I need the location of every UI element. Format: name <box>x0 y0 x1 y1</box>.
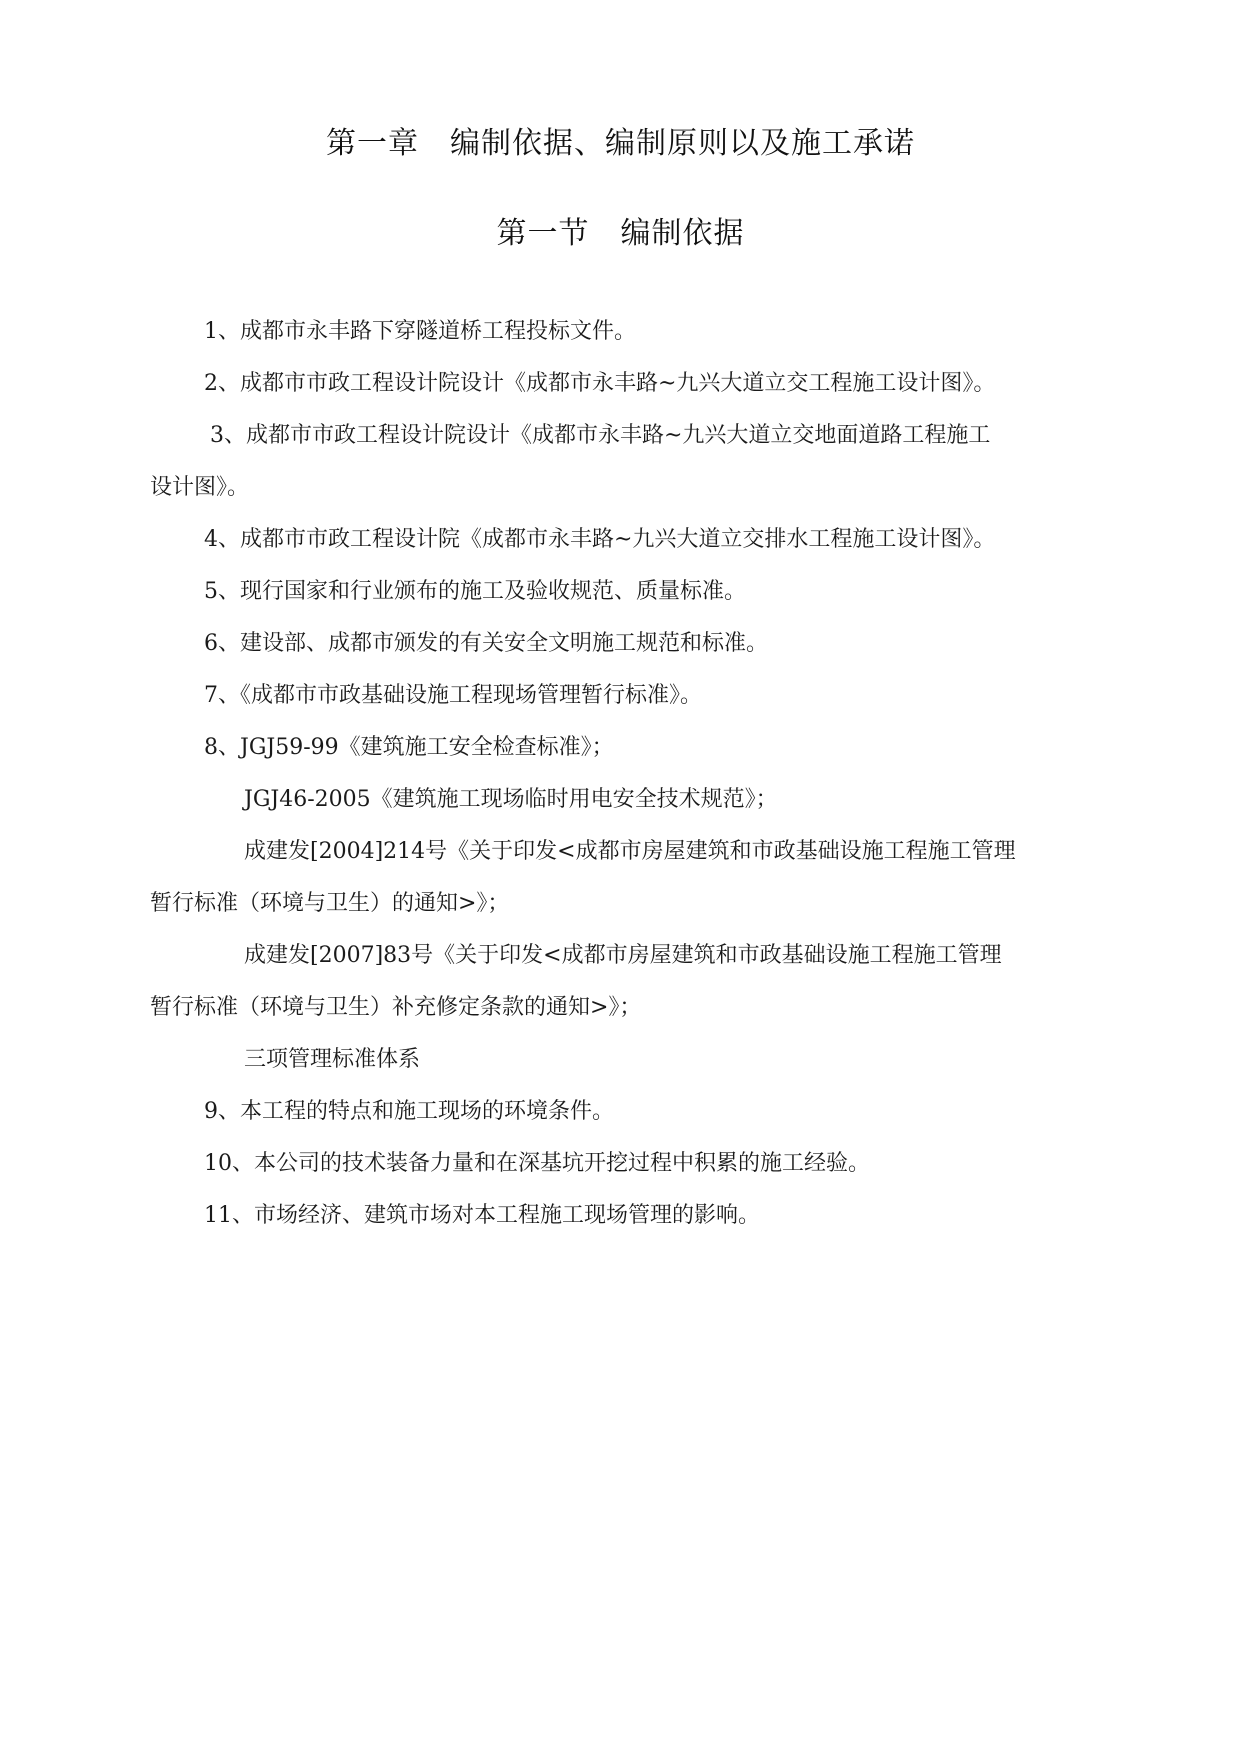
basis-item-8-sub-4: 三项管理标准体系 <box>244 1047 421 1072</box>
basis-item-8: 8、JGJ59-99《建筑施工安全检查标准》； <box>204 735 614 760</box>
basis-item-4: 4、成都市市政工程设计院《成都市永丰路~九兴大道立交排水工程施工设计图》。 <box>204 527 996 552</box>
basis-item-8-sub-1: JGJ46-2005《建筑施工现场临时用电安全技术规范》； <box>244 787 778 812</box>
basis-item-11: 11、市场经济、建筑市场对本工程施工现场管理的影响。 <box>204 1203 760 1228</box>
basis-item-8-sub-2: 成建发[2004]214号《关于印发<成都市房屋建筑和市政基础设施工程施工管理 <box>244 839 1016 864</box>
basis-item-3-continued: 设计图》。 <box>150 475 250 500</box>
basis-item-10: 10、本公司的技术装备力量和在深基坑开挖过程中积累的施工经验。 <box>204 1151 870 1176</box>
basis-item-8-sub-3-continued: 暂行标准（环境与卫生）补充修定条款的通知>》； <box>150 995 642 1020</box>
basis-item-9: 9、本工程的特点和施工现场的环境条件。 <box>204 1099 614 1124</box>
basis-item-8-sub-3: 成建发[2007]83号《关于印发<成都市房屋建筑和市政基础设施工程施工管理 <box>244 943 1002 968</box>
basis-item-8-sub-2-continued: 暂行标准（环境与卫生）的通知>》； <box>150 891 510 916</box>
basis-item-3: 3、成都市市政工程设计院设计《成都市永丰路~九兴大道立交地面道路工程施工 <box>210 423 991 448</box>
chapter-title: 第一章 编制依据、编制原则以及施工承诺 <box>326 126 915 161</box>
basis-item-1: 1、成都市永丰路下穿隧道桥工程投标文件。 <box>204 319 636 344</box>
basis-item-6: 6、建设部、成都市颁发的有关安全文明施工规范和标准。 <box>204 631 768 656</box>
section-title: 第一节 编制依据 <box>496 216 745 251</box>
basis-item-2: 2、成都市市政工程设计院设计《成都市永丰路~九兴大道立交工程施工设计图》。 <box>204 371 996 396</box>
basis-item-7: 7、《成都市市政基础设施工程现场管理暂行标准》。 <box>204 683 702 708</box>
basis-item-5: 5、现行国家和行业颁布的施工及验收规范、质量标准。 <box>204 579 746 604</box>
